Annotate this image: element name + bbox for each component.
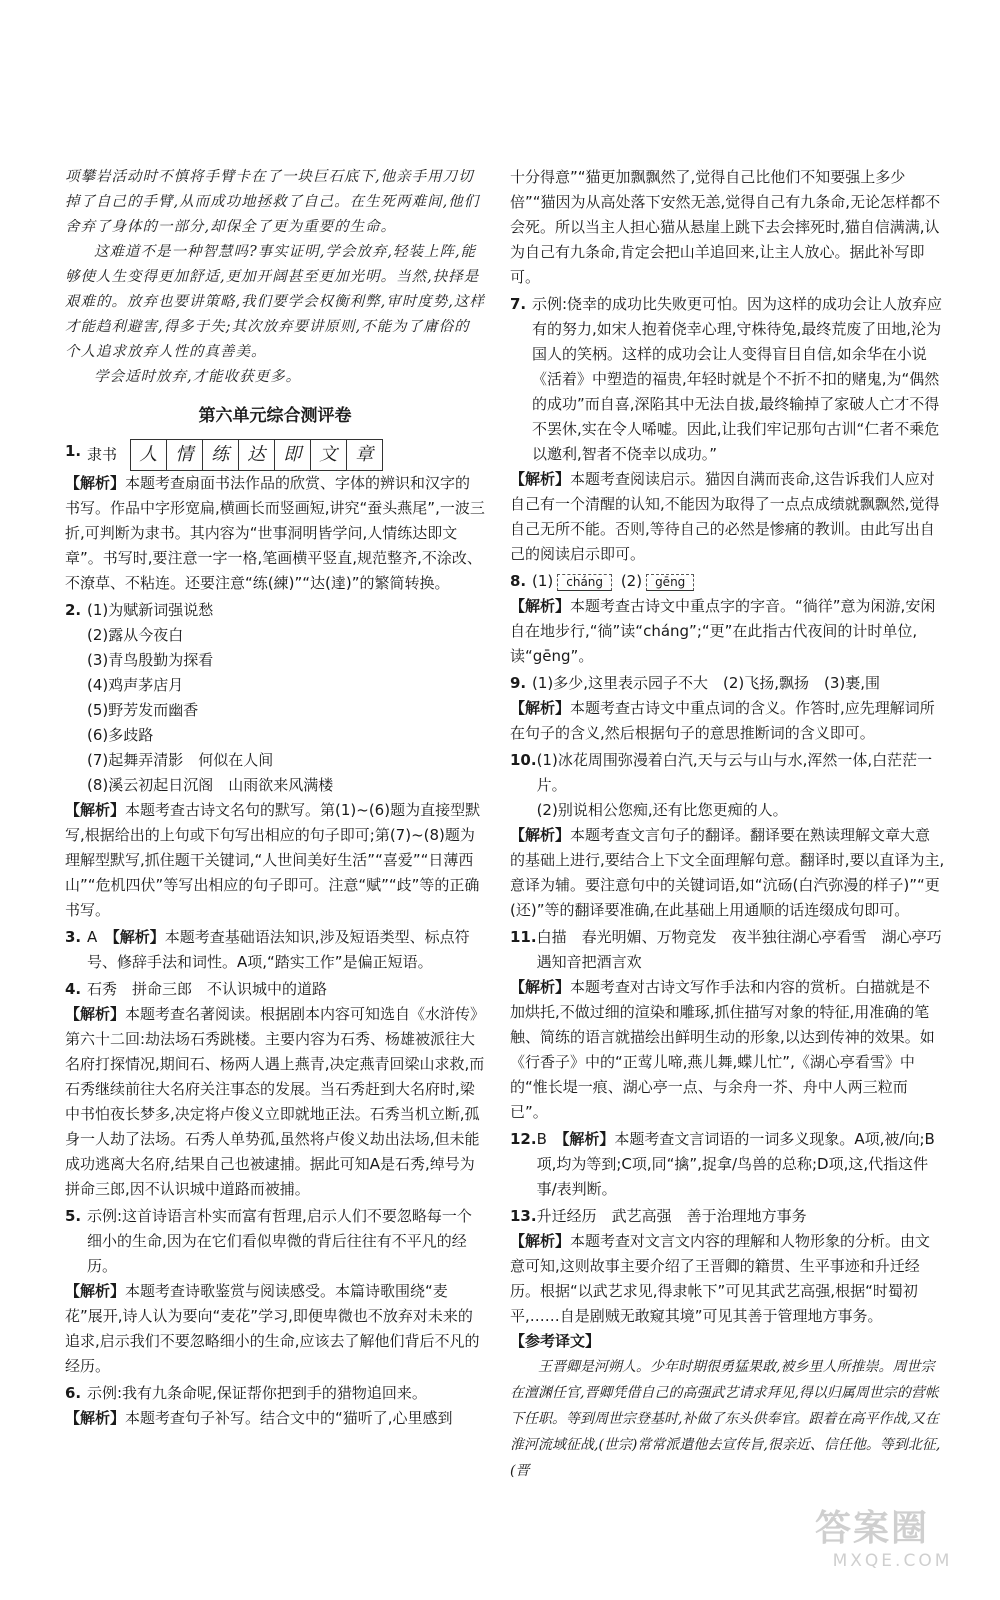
analysis-body: 本题考查古诗文名句的默写。第(1)~(6)题为直接型默写,根据给出的上句或下句写出相应的句子即可;第(7)~(8)题为理解型默写,抓住题干关键词,“人世间美好生活”“喜爱”“日薄西山”“危机四伏”等写出相应的句子即可。注意“赋”“歧”等的正确书写。 — [65, 801, 481, 919]
question-13 — [510, 1204, 945, 1229]
analysis-body: 本题考查基础语法知识,涉及短语类型、标点符号、修辞手法和词性。A项,“踏实工作”是偏正短语。 — [87, 928, 470, 971]
grid-char: 情 — [167, 440, 203, 470]
grid-char: 章 — [355, 444, 374, 465]
answer-text: (1)多少,这里表示园子不大 (2)飞扬,飘扬 (3)裹,围 — [532, 674, 881, 692]
analysis-tag: 【解析】 — [510, 470, 571, 488]
answer-item: (2)别说相公您痴,还有比您更痴的人。 — [536, 801, 788, 819]
watermark — [815, 1500, 970, 1580]
question-3 — [65, 925, 485, 975]
answer-text: 示例:侥幸的成功比失败更可怕。因为这样的成功会让人放弃应有的努力,如宋人抱着侥幸心理,守株待兔,最终荒废了田地,沦为国人的笑柄。这样的成功会让人变得盲目自信,如余华在小说《活着》中塑造的福贵,年轻时就是个不折不扣的赌鬼,为“偶然的成功”而自喜,深陷其中无法自拔,最终输掉了家破人亡才不得不罢休,实在令人唏嘘。因此,让我们牢记那句古训“仁者不乘危以邀利,智者不侥幸以成功。” — [532, 295, 943, 463]
analysis-text — [510, 975, 945, 1125]
analysis-tag: 【解析】 — [65, 1282, 126, 1300]
analysis-text — [510, 1229, 945, 1329]
analysis-body: 本题考查对古诗文写作手法和内容的赏析。白描就是不加烘托,不做过细的渲染和雕琢,抓住描写对象的特征,用准确的笔触、简练的语言就描绘出鲜明生动的形象,以达到传神的效果。如《行香子》中的“正莺儿啼,燕儿舞,蝶儿忙”,《湖心亭看雪》中的“惟长堤一痕、湖心亭一点、与余舟一芥、舟中人两三粒而已”。 — [510, 978, 935, 1121]
answer-item: (6)多歧路 — [87, 726, 154, 744]
analysis-text — [510, 696, 945, 746]
question-number: 6. — [65, 1384, 82, 1402]
grid-char: 练 — [203, 440, 239, 470]
question-1 — [65, 439, 485, 471]
analysis-body: 本题考查文言词语的一词多义现象。A项,被/向;B项,均为等到;C项,同“擒”,捉拿/鸟兽的总称;D项,这,代指这件事/表判断。 — [536, 1130, 935, 1198]
answer-text: 升迁经历 武艺高强 善于治理地方事务 — [536, 1207, 807, 1225]
question-4 — [65, 977, 485, 1002]
answer-item: (3)青鸟殷勤为探看 — [87, 651, 214, 669]
analysis-tag: 【解析】 — [561, 1130, 615, 1148]
pinyin-box: gēng — [646, 574, 694, 591]
question-8 — [510, 569, 945, 594]
question-number: 10. — [510, 751, 537, 769]
analysis-tag: 【解析】 — [65, 1005, 126, 1023]
pinyin-box: cháng — [557, 574, 612, 591]
question-number: 1. — [65, 442, 82, 460]
analysis-body: 本题考查文言句子的翻译。翻译要在熟读理解文章大意的基础上进行,要结合上下文全面理解句意。翻译时,要以直译为主,意译为辅。要注意句中的关键词语,如“沆砀(白汽弥漫的样子)”“更(还)”等的翻译要准确,在此基础上用通顺的话连缀成句即可。 — [510, 826, 945, 919]
analysis-tag: 【解析】 — [65, 474, 126, 492]
grid-char: 人 — [131, 440, 167, 470]
left-column — [65, 165, 485, 1431]
analysis-body: 本题考查句子补写。结合文中的“猫听了,心里感到 — [125, 1409, 453, 1427]
question-number: 11. — [510, 928, 537, 946]
answer-item: (4)鸡声茅店月 — [87, 676, 184, 694]
analysis-text — [65, 471, 485, 596]
answer-item: (1)为赋新词强说愁 — [87, 601, 214, 619]
question-number: 8. — [510, 572, 527, 590]
analysis-tag: 【解析】 — [65, 1409, 126, 1427]
question-5 — [65, 1204, 485, 1279]
question-2 — [65, 598, 485, 798]
question-6 — [65, 1381, 485, 1406]
analysis-tag: 【解析】 — [112, 928, 165, 946]
question-number: 3. — [65, 928, 82, 946]
reference-translation-heading: 【参考译文】 — [510, 1332, 601, 1350]
section-title: 第六单元综合测评卷 — [198, 406, 352, 426]
answer-item: (5)野芳发而幽香 — [87, 701, 199, 719]
right-column — [510, 165, 945, 1484]
analysis-tag: 【解析】 — [65, 801, 126, 819]
analysis-continuation: 十分得意”“猫更加飘飘然了,觉得自己比他们不知要强上多少倍”“猫因为从高处落下安然无恙,觉得自己有九条命,无论怎样都不会死。所以当主人担心猫从悬崖上跳下去会摔死时,猫自信满满,认为自己有九条命,肯定会把山羊追回来,让主人放心。据此补写即可。 — [510, 168, 941, 286]
answer-text: A — [87, 928, 98, 946]
analysis-body: 本题考查古诗文中重点字的字音。“徜徉”意为闲游,安闲自在地步行,“徜”读“cháng”;“更”在此指古代夜间的计时单位,读“gēng”。 — [510, 597, 936, 665]
question-number: 7. — [510, 295, 527, 313]
answer-text: 示例:我有九条命呢,保证帮你把到手的猎物追回来。 — [87, 1384, 427, 1402]
analysis-body: 本题考查名著阅读。根据剧本内容可知选自《水浒传》第六十二回:劫法场石秀跳楼。主要内容为石秀、杨雄被派往大名府打探情况,期间石、杨两人遇上燕青,决定燕青回梁山求救,而石秀继续前往大名府关注事态的发展。当石秀赶到大名府时,梁中书怕夜长梦多,决定将卢俊义立即就地正法。石秀当机立断,孤身一人劫了法场。石秀人单势孤,虽然将卢俊义劫出法场,但未能成功逃离大名府,结果自己也被逮捕。据此可知A是石秀,绰号为拼命三郎,因不认识城中道路而被捕。 — [65, 1005, 485, 1198]
question-12 — [510, 1127, 945, 1202]
question-number: 4. — [65, 980, 82, 998]
analysis-body: 本题考查对文言文内容的理解和人物形象的分析。由文意可知,这则故事主要介绍了王晋卿的籍贯、生平事迹和升迁经历。根据“以武艺求见,得隶帐下”可见其武艺高强,根据“时蜀初平,……自是剧贼无敢窥其境”可见其善于管理地方事务。 — [510, 1232, 931, 1325]
analysis-tag: 【解析】 — [510, 699, 571, 717]
analysis-body: 本题考查诗歌鉴赏与阅读感受。本篇诗歌围绕“麦花”展开,诗人认为要向“麦花”学习,即便卑微也不放弃对未来的追求,启示我们不要忽略细小的生命,应该去了解他们背后不凡的经历。 — [65, 1282, 480, 1375]
grid-char: 即 — [275, 440, 311, 470]
question-11 — [510, 925, 945, 975]
analysis-text — [65, 1002, 485, 1202]
analysis-text — [65, 1279, 485, 1379]
analysis-tag: 【解析】 — [510, 597, 571, 615]
analysis-body: 本题考查阅读启示。猫因自满而丧命,这告诉我们人应对自己有一个清醒的认知,不能因为取得了一点点成绩就飘飘然,觉得自己无所不能。否则,等待自己的必然是惨痛的教训。由此写出自己的阅读启示即可。 — [510, 470, 940, 563]
answer-text: 白描 春光明媚、万物竞发 夜半独往湖心亭看雪 湖心亭巧遇知音把酒言欢 — [536, 928, 942, 971]
analysis-text — [510, 467, 945, 567]
question-10 — [510, 748, 945, 823]
answer-text: 石秀 拼命三郎 不认识城中的道路 — [87, 980, 328, 998]
sub-label: (1) — [532, 572, 554, 590]
grid-char: 达 — [239, 440, 275, 470]
watermark-site: MXQE.COM — [832, 1551, 953, 1571]
analysis-text — [65, 1406, 485, 1431]
answer-item: (2)露从今夜白 — [87, 626, 184, 644]
analysis-body: 本题考查古诗文中重点词的含义。作答时,应先理解词所在句子的含义,然后根据句子的意思推断词的含义即可。 — [510, 699, 935, 742]
question-number: 5. — [65, 1207, 82, 1225]
question-9 — [510, 671, 945, 696]
answer-item: (8)溪云初起日沉阁 山雨欲来风满楼 — [87, 776, 334, 794]
question-number: 2. — [65, 601, 82, 619]
answer-text: B — [536, 1130, 547, 1148]
answer-item: (7)起舞弄清影 何似在人间 — [87, 751, 274, 769]
sub-label: (2) — [620, 572, 643, 590]
question-7 — [510, 292, 945, 467]
analysis-text — [65, 798, 485, 923]
analysis-text — [510, 594, 945, 669]
question-number: 13. — [510, 1207, 537, 1225]
reference-translation: 王晋卿是河朔人。少年时期很勇猛果敢,被乡里人所推崇。周世宗在澶渊任官,晋卿凭借自己的高强武艺请求拜见,得以归属周世宗的营帐下任职。等到周世宗登基时,补做了东头供奉官。跟着在高平作战,又在淮河流域征战,(世宗)常常派遣他去宣传旨,很亲近、信任他。等到北征,(晋 — [510, 1359, 941, 1479]
watermark-logo: 答案圈 — [815, 1508, 930, 1549]
grid-char: 文 — [311, 440, 347, 470]
essay-paragraph: 学会适时放弃,才能收获更多。 — [94, 369, 302, 385]
essay-paragraph: 这难道不是一种智慧吗?事实证明,学会放弃,轻装上阵,能够使人生变得更加舒适,更加开阔甚至更加光明。当然,抉择是艰难的。放弃也要讲策略,我们要学会权衡利弊,审时度势,这样才能趋利避害,得多于失;其次放弃要讲原则,不能为了庸俗的个人追求放弃人性的真善美。 — [65, 244, 485, 360]
analysis-tag: 【解析】 — [510, 826, 571, 844]
calligraphy-grid — [130, 439, 383, 471]
answer-item: (1)冰花周围弥漫着白汽,天与云与山与水,浑然一体,白茫茫一片。 — [536, 751, 933, 794]
answer-text: 示例:这首诗语言朴实而富有哲理,启示人们不要忽略每一个细小的生命,因为在它们看似卑微的背后往往有不平凡的经历。 — [87, 1207, 472, 1275]
question-number: 12. — [510, 1130, 537, 1148]
analysis-body: 本题考查扇面书法作品的欣赏、字体的辨识和汉字的书写。作品中字形宽扁,横画长而竖画短,讲究“蚕头燕尾”,一波三折,可判断为隶书。其内容为“世事洞明皆学问,人情练达即文章”。书写时,要注意一字一格,笔画横平竖直,规范整齐,不涂改、不潦草、不粘连。还要注意“练(練)”“达(達)”的繁简转换。 — [65, 474, 485, 592]
analysis-tag: 【解析】 — [510, 1232, 571, 1250]
analysis-text — [510, 823, 945, 923]
essay-paragraph: 项攀岩活动时不慎将手臂卡在了一块巨石底下,他亲手用刀切掉了自己的手臂,从而成功地拯救了自己。在生死两难间,他们舍弃了身体的一部分,却保全了更为重要的生命。 — [65, 169, 480, 235]
question-number: 9. — [510, 674, 527, 692]
answer-text: 隶书 — [87, 445, 118, 464]
analysis-tag: 【解析】 — [510, 978, 571, 996]
